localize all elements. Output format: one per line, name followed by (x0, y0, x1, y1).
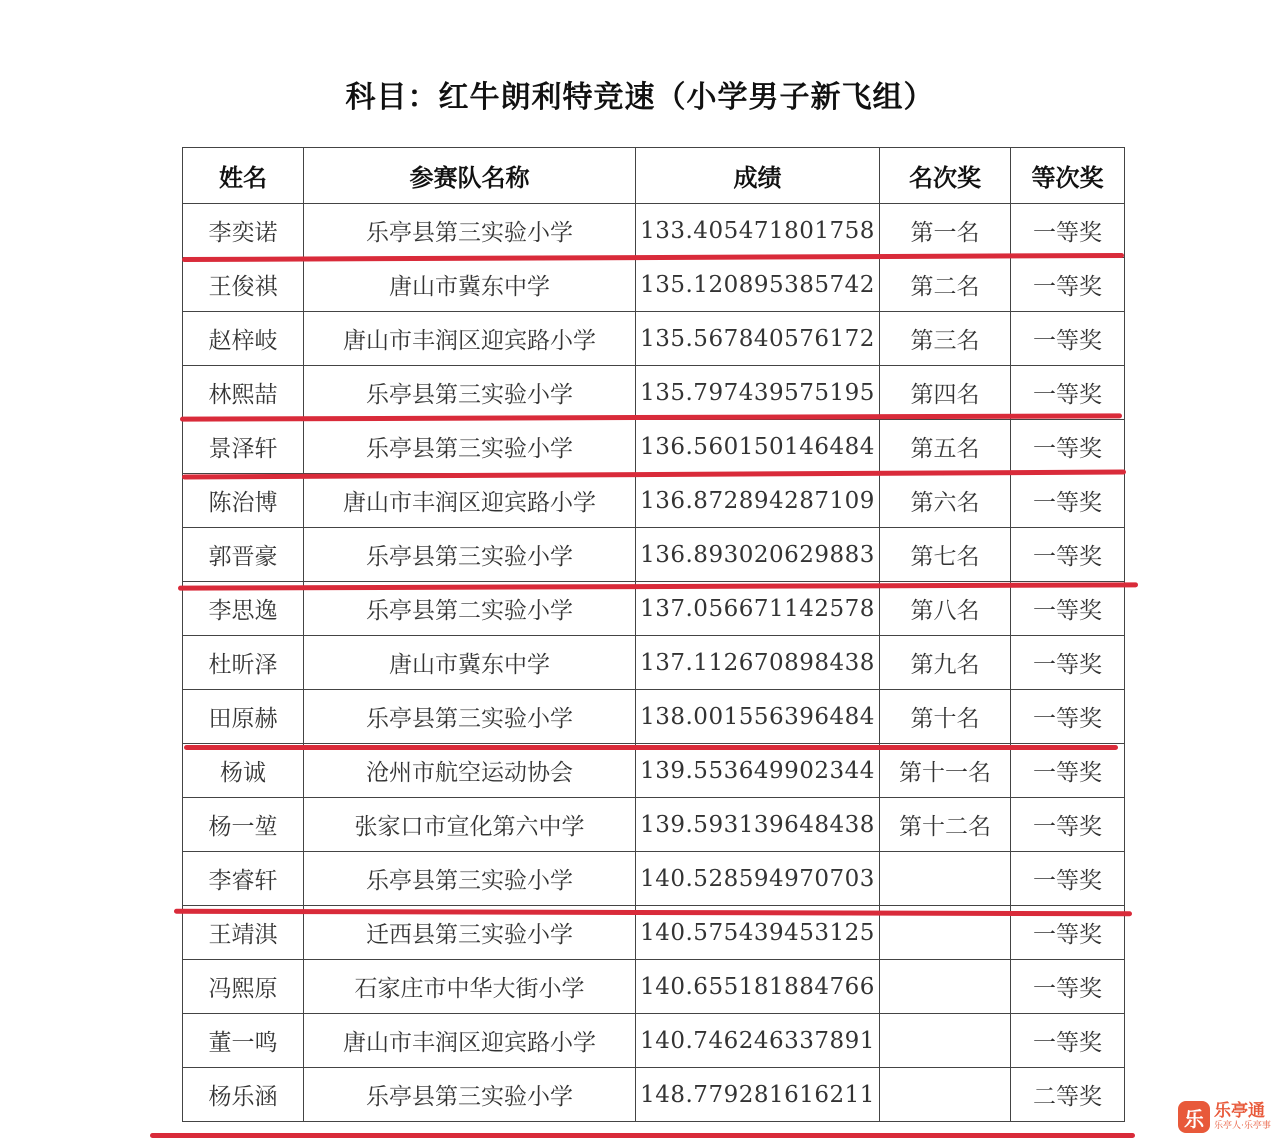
header-name: 姓名 (183, 148, 304, 204)
cell-score: 137.056671142578 (636, 582, 880, 636)
cell-grade: 一等奖 (1011, 528, 1125, 582)
cell-score: 148.779281616211 (636, 1068, 880, 1122)
cell-rank: 第十一名 (880, 744, 1011, 798)
logo-name: 乐亭通 (1214, 1101, 1265, 1121)
cell-rank: 第四名 (880, 366, 1011, 420)
table-row (183, 420, 1125, 474)
table-row (183, 204, 1125, 258)
header-grade: 等次奖 (1011, 148, 1125, 204)
cell-name: 杨乐涵 (183, 1068, 304, 1122)
cell-team: 唐山市冀东中学 (304, 636, 636, 690)
cell-score: 136.560150146484 (636, 420, 880, 474)
cell-team: 唐山市丰润区迎宾路小学 (304, 474, 636, 528)
cell-team: 唐山市冀东中学 (304, 258, 636, 312)
table-row (183, 528, 1125, 582)
cell-score: 137.112670898438 (636, 636, 880, 690)
cell-score: 135.797439575195 (636, 366, 880, 420)
header-row (183, 148, 1125, 204)
cell-score: 140.575439453125 (636, 906, 880, 960)
table-row (183, 852, 1125, 906)
table-row (183, 366, 1125, 420)
watermark-logo (1178, 1098, 1274, 1136)
cell-score: 135.567840576172 (636, 312, 880, 366)
cell-team: 乐亭县第三实验小学 (304, 852, 636, 906)
cell-grade: 一等奖 (1011, 852, 1125, 906)
cell-team: 乐亭县第三实验小学 (304, 528, 636, 582)
cell-name: 王靖淇 (183, 906, 304, 960)
cell-name: 林熙喆 (183, 366, 304, 420)
table-row (183, 690, 1125, 744)
cell-grade: 一等奖 (1011, 474, 1125, 528)
cell-name: 李思逸 (183, 582, 304, 636)
cell-grade: 一等奖 (1011, 906, 1125, 960)
cell-name: 郭晋豪 (183, 528, 304, 582)
cell-name: 田原赫 (183, 690, 304, 744)
table-row (183, 474, 1125, 528)
highlight-underline (150, 1133, 1135, 1138)
cell-rank (880, 960, 1011, 1014)
cell-score: 140.746246337891 (636, 1014, 880, 1068)
cell-grade: 一等奖 (1011, 1014, 1125, 1068)
cell-name: 景泽轩 (183, 420, 304, 474)
cell-team: 石家庄市中华大街小学 (304, 960, 636, 1014)
cell-score: 140.655181884766 (636, 960, 880, 1014)
cell-team: 乐亭县第三实验小学 (304, 1068, 636, 1122)
table-row (183, 960, 1125, 1014)
cell-score: 140.528594970703 (636, 852, 880, 906)
cell-grade: 二等奖 (1011, 1068, 1125, 1122)
cell-grade: 一等奖 (1011, 636, 1125, 690)
table-row (183, 1068, 1125, 1122)
table-row (183, 636, 1125, 690)
cell-grade: 一等奖 (1011, 204, 1125, 258)
cell-team: 唐山市丰润区迎宾路小学 (304, 312, 636, 366)
cell-rank: 第二名 (880, 258, 1011, 312)
cell-grade: 一等奖 (1011, 420, 1125, 474)
table-row (183, 744, 1125, 798)
cell-score: 139.553649902344 (636, 744, 880, 798)
cell-team: 乐亭县第三实验小学 (304, 420, 636, 474)
cell-name: 王俊祺 (183, 258, 304, 312)
cell-rank: 第八名 (880, 582, 1011, 636)
table-row (183, 258, 1125, 312)
logo-icon: 乐 (1178, 1101, 1210, 1133)
cell-rank: 第六名 (880, 474, 1011, 528)
cell-rank: 第十名 (880, 690, 1011, 744)
cell-team: 沧州市航空运动协会 (304, 744, 636, 798)
cell-rank: 第一名 (880, 204, 1011, 258)
logo-tagline: 乐亭人·乐亭事 (1214, 1121, 1271, 1131)
cell-grade: 一等奖 (1011, 798, 1125, 852)
cell-name: 李睿轩 (183, 852, 304, 906)
cell-team: 乐亭县第二实验小学 (304, 582, 636, 636)
cell-name: 冯熙原 (183, 960, 304, 1014)
table-row (183, 312, 1125, 366)
cell-rank: 第三名 (880, 312, 1011, 366)
cell-team: 迁西县第三实验小学 (304, 906, 636, 960)
cell-rank (880, 852, 1011, 906)
cell-name: 杜昕泽 (183, 636, 304, 690)
cell-team: 张家口市宣化第六中学 (304, 798, 636, 852)
cell-rank: 第九名 (880, 636, 1011, 690)
cell-grade: 一等奖 (1011, 366, 1125, 420)
page-title: 科目：红牛朗利特竞速（小学男子新飞组） (345, 80, 935, 115)
table-row (183, 798, 1125, 852)
cell-grade: 一等奖 (1011, 312, 1125, 366)
cell-name: 赵梓岐 (183, 312, 304, 366)
cell-rank: 第七名 (880, 528, 1011, 582)
header-score: 成绩 (636, 148, 880, 204)
cell-rank: 第十二名 (880, 798, 1011, 852)
cell-score: 136.872894287109 (636, 474, 880, 528)
cell-score: 135.120895385742 (636, 258, 880, 312)
cell-rank (880, 1068, 1011, 1122)
cell-score: 136.893020629883 (636, 528, 880, 582)
table-row (183, 1014, 1125, 1068)
cell-team: 乐亭县第三实验小学 (304, 366, 636, 420)
cell-grade: 一等奖 (1011, 690, 1125, 744)
cell-score: 133.405471801758 (636, 204, 880, 258)
cell-name: 杨诚 (183, 744, 304, 798)
cell-score: 138.001556396484 (636, 690, 880, 744)
cell-score: 139.593139648438 (636, 798, 880, 852)
cell-grade: 一等奖 (1011, 960, 1125, 1014)
header-rank: 名次奖 (880, 148, 1011, 204)
cell-name: 李奕诺 (183, 204, 304, 258)
header-team: 参赛队名称 (304, 148, 636, 204)
cell-team: 乐亭县第三实验小学 (304, 204, 636, 258)
cell-team: 唐山市丰润区迎宾路小学 (304, 1014, 636, 1068)
cell-team: 乐亭县第三实验小学 (304, 690, 636, 744)
cell-grade: 一等奖 (1011, 258, 1125, 312)
cell-name: 董一鸣 (183, 1014, 304, 1068)
cell-grade: 一等奖 (1011, 744, 1125, 798)
cell-rank (880, 1014, 1011, 1068)
results-table (182, 147, 1125, 1122)
cell-grade: 一等奖 (1011, 582, 1125, 636)
cell-name: 陈治博 (183, 474, 304, 528)
cell-name: 杨一堃 (183, 798, 304, 852)
cell-rank: 第五名 (880, 420, 1011, 474)
highlight-underline (184, 745, 1118, 750)
